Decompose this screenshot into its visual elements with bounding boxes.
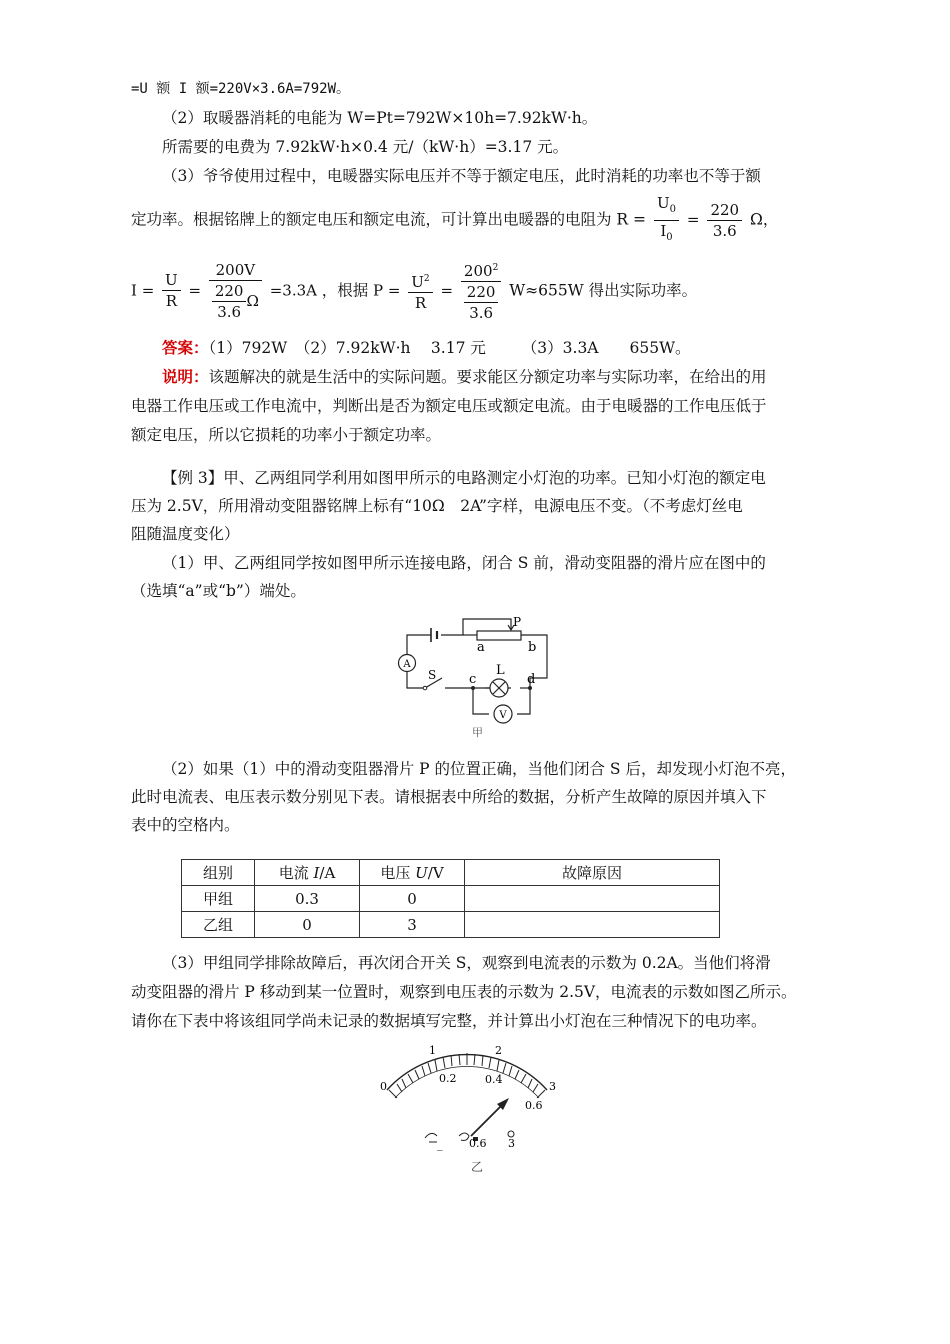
voltmeter-label: V xyxy=(499,710,507,721)
header-reason: 故障原因 xyxy=(465,860,720,886)
fraction-200sq: $\frac{200^2}{\frac{220}{3.6}}$ xyxy=(461,258,502,323)
note-label: 说明： xyxy=(162,367,209,386)
lamp-label: L xyxy=(496,663,505,678)
unit-ohm: Ω， xyxy=(750,210,779,229)
scale-bottom-0.6: 0.6 xyxy=(525,1099,543,1112)
header-current: 电流 I/A xyxy=(255,860,360,886)
lhs-i: I = xyxy=(131,281,155,300)
question-3: （3）甲组同学排除故障后，再次闭合开关 S，观察到电流表的示数为 0.2A。当他们将滑 xyxy=(162,954,771,972)
question-1: （1）甲、乙两组同学按如图甲所示连接电路，闭合 S 前，滑动变阻器的滑片应在图中的 xyxy=(162,554,766,572)
answer-label: 答案： xyxy=(162,338,209,357)
terminal-0.6-icon xyxy=(459,1133,469,1141)
circuit-diagram xyxy=(385,612,565,740)
table-header-row xyxy=(182,860,720,886)
ammeter-label: A xyxy=(403,659,411,670)
text-line: （2）取暖器消耗的电能为 W=Pt=792W×10h=7.92kW·h。 xyxy=(162,109,598,127)
fraction-u2-r: $\frac{U^2}{R}$ xyxy=(408,269,432,313)
fraction-u-r: $\frac{U}{R}$ xyxy=(162,270,181,311)
answer-text: （1）792W （2）7.92kW·h 3.17 元 （3）3.3A 655W。 xyxy=(208,339,691,357)
table-row xyxy=(182,886,720,912)
cell-current: 0.3 xyxy=(255,886,360,912)
example-title: 【例 3】甲、乙两组同学利用如图甲所示的电路测定小灯泡的功率。已知小灯泡的额定电 xyxy=(162,469,766,487)
note-line: 说明：该题解决的就是生活中的实际问题。要求能区分额定功率与实际功率，在给出的用 xyxy=(162,367,767,386)
ammeter-dial xyxy=(375,1038,575,1178)
figure-caption: 乙 xyxy=(471,1160,484,1174)
text-line: 所需要的电费为 7.92kW·h×0.4 元/（kW·h）=3.17 元。 xyxy=(162,138,569,156)
text-fragment: 定功率。根据铭牌上的额定电压和额定电流，可计算出电暖器的电阻为 R = xyxy=(131,210,647,229)
table-row xyxy=(182,912,720,938)
lhs-p: P = xyxy=(373,281,401,300)
text-line: 额定电压，所以它损耗的功率小于额定功率。 xyxy=(131,426,442,444)
text-line: （选填“a”或“b”）端处。 xyxy=(131,582,306,600)
cell-reason-blank[interactable] xyxy=(465,912,720,938)
scale-bottom-0.2: 0.2 xyxy=(439,1072,457,1085)
terminal-negative: _ xyxy=(437,1138,443,1151)
scale-top-1: 1 xyxy=(429,1044,436,1057)
terminal-a: a xyxy=(477,640,485,655)
text-line: 动变阻器的滑片 P 移动到某一位置时，观察到电压表的示数为 2.5V，电流表的示数如图乙所示。 xyxy=(131,983,797,1001)
power-result: W≈655W 得出实际功率。 xyxy=(509,281,698,300)
text-line: 请你在下表中将该组同学尚未记录的数据填写完整，并计算出小灯泡在三种情况下的电功率。 xyxy=(131,1012,767,1030)
text-line: =U 额 I 额=220V×3.6A=792W。 xyxy=(131,81,351,97)
text-line: 此时电流表、电压表示数分别见下表。请根据表中所给的数据，分析产生故障的原因并填入下 xyxy=(131,788,767,806)
scale-top-3: 3 xyxy=(549,1080,556,1093)
terminal-d: d xyxy=(527,672,536,687)
cell-voltage: 3 xyxy=(360,912,465,938)
text-line: 压为 2.5V，所用滑动变阻器铭牌上标有“10Ω 2A”字样，电源电压不变。（不考虑灯丝电 xyxy=(131,497,743,515)
header-voltage: 电压 U/V xyxy=(360,860,465,886)
equals-sign: = xyxy=(686,210,700,229)
formula-resistance xyxy=(131,193,778,248)
fraction-u0-i0: $\frac{U_0}{I_0}$ xyxy=(654,193,679,248)
text-line: 电器工作电压或工作电流中，判断出是否为额定电压或额定电流。由于电暖器的工作电压低于 xyxy=(131,397,767,415)
fraction-200v: 200V 220 3.6 Ω xyxy=(209,260,262,322)
cell-group: 乙组 xyxy=(182,912,255,938)
cell-voltage: 0 xyxy=(360,886,465,912)
cell-reason-blank[interactable] xyxy=(465,886,720,912)
fault-table xyxy=(181,859,720,938)
switch-label: S xyxy=(428,668,437,682)
cell-group: 甲组 xyxy=(182,886,255,912)
scale-top-2: 2 xyxy=(495,1044,502,1057)
header-group: 组别 xyxy=(182,860,255,886)
slider-label: P xyxy=(513,615,522,629)
current-result: =3.3A xyxy=(269,281,317,300)
question-2: （2）如果（1）中的滑动变阻器滑片 P 的位置正确，当他们闭合 S 后，却发现小灯泡不亮， xyxy=(162,760,796,778)
fraction-220-3.6: $\frac{220}{3.6}$ xyxy=(707,200,742,241)
terminal-c: c xyxy=(469,672,477,687)
terminal-b: b xyxy=(528,640,537,655)
scale-bottom-0.4: 0.4 xyxy=(485,1073,503,1086)
text-line: 表中的空格内。 xyxy=(131,816,240,834)
terminal-0.6: 0.6 xyxy=(469,1137,487,1150)
text-line: 阻随温度变化） xyxy=(131,525,240,543)
formula-current-power: I = $\frac{U}{R}$ = 200V 220 3.6 Ω =3.3A ，根据 P = $\frac{U^2}{R}$ = $\frac{200^2}{\frac{220}{3.6}}$ W≈655W 得出实际功率。 xyxy=(131,258,697,323)
figure-caption: 甲 xyxy=(472,726,483,739)
terminal-3: 3 xyxy=(508,1137,515,1150)
terminal-negative-icon xyxy=(425,1133,437,1142)
cell-current: 0 xyxy=(255,912,360,938)
scale-top-0: 0 xyxy=(380,1080,387,1093)
answer-line xyxy=(162,337,691,359)
text-line: （3）爷爷使用过程中，电暖器实际电压并不等于额定电压，此时消耗的功率也不等于额 xyxy=(162,167,761,185)
